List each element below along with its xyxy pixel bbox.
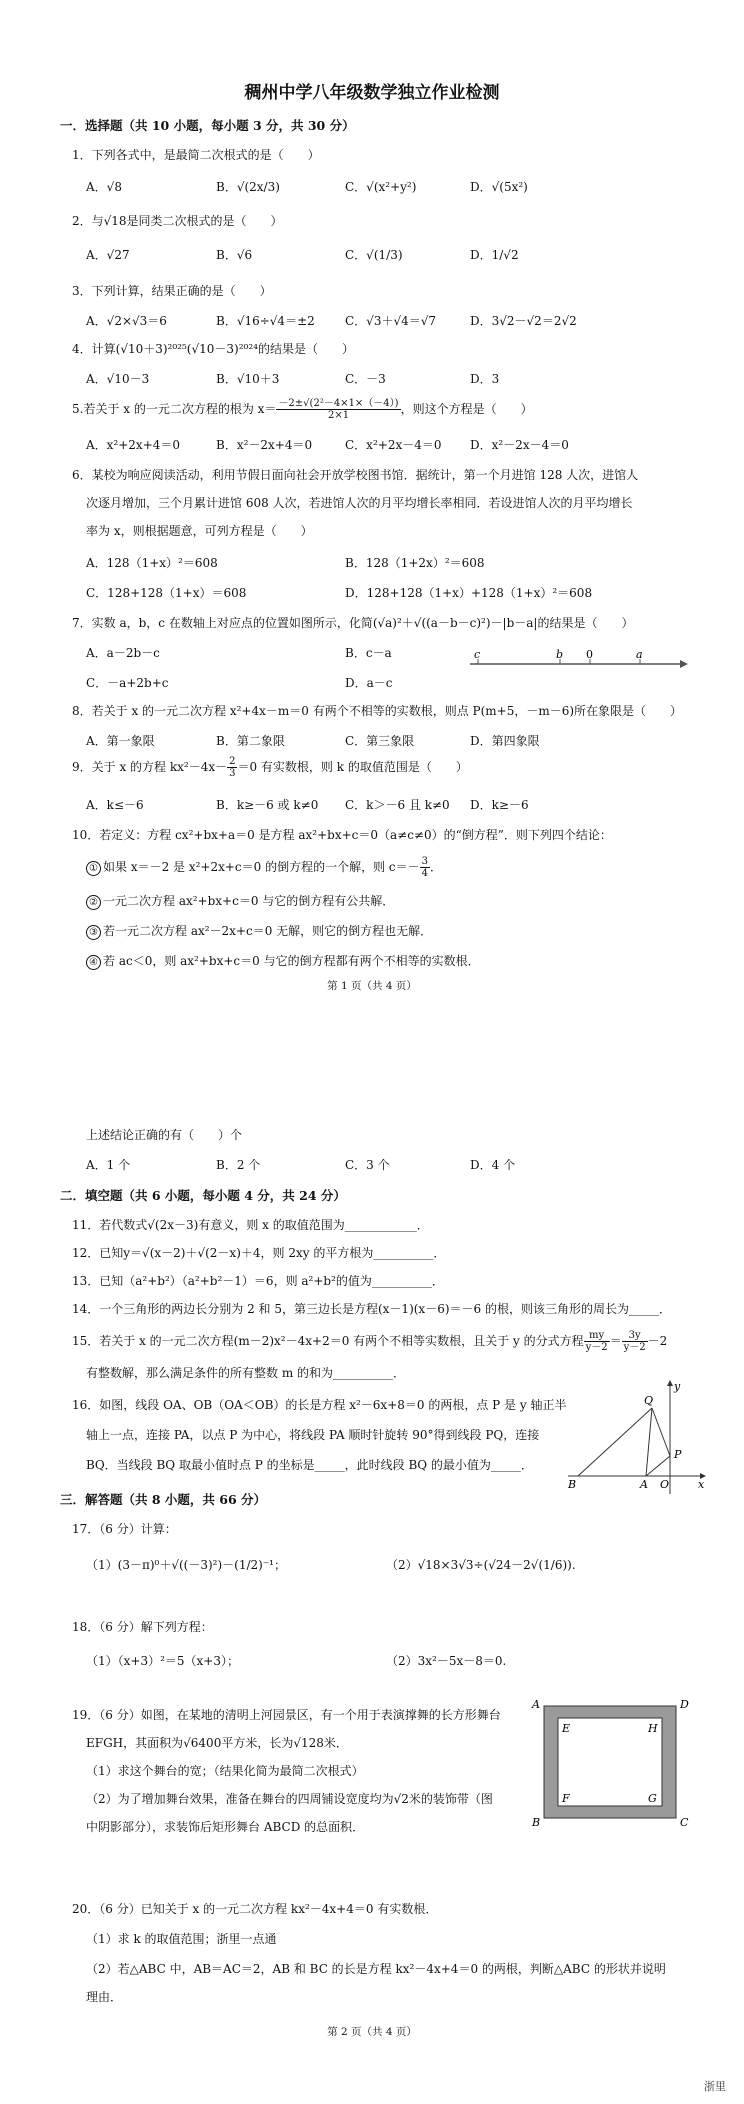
label-b: B — [568, 1478, 577, 1491]
question-6-line-1: 6．某校为响应阅读活动，利用节假日面向社会开放学校图书馆．据统计，第一个月进馆 128 人次，进馆人 — [72, 468, 639, 482]
question-19-line-3: （1）求这个舞台的宽；（结果化简为最简二次根式） — [86, 1764, 364, 1778]
q15-tail: －2 — [647, 1334, 668, 1348]
q16-figure — [560, 1376, 710, 1496]
q10-c2-text: 一元二次方程 ax²+bx+c＝0 与它的倒方程有公共解． — [103, 894, 395, 908]
label-e: E — [562, 1722, 571, 1735]
q10-conclusion-4 — [86, 952, 480, 970]
q5-option-b: B．x²－2x+4＝0 — [216, 438, 313, 452]
q19-figure — [530, 1694, 700, 1834]
q10-option-c: C．3 个 — [345, 1158, 390, 1172]
section-1-heading: 一．选择题（共 10 小题，每小题 3 分，共 30 分） — [60, 118, 355, 133]
label-d: D — [680, 1698, 689, 1711]
q9-fraction — [227, 756, 237, 779]
question-15-line-1 — [72, 1330, 667, 1353]
question-16-line-3: BQ．当线段 BQ 取最小值时点 P 的坐标是_____，此时线段 BQ 的最小值为_____． — [86, 1458, 533, 1472]
q1-option-b: B．√(2x/3) — [216, 180, 280, 194]
label-a: A — [532, 1698, 540, 1711]
q8-option-b: B．第二象限 — [216, 734, 285, 748]
q9-denominator: 3 — [229, 768, 236, 779]
q5-stem-b: ，则这个方程是（ ） — [400, 402, 533, 416]
q6-option-b: B．128（1+2x）²＝608 — [345, 556, 485, 570]
q6-option-a: A．128（1+x）²＝608 — [86, 556, 218, 570]
label-f: F — [562, 1792, 570, 1805]
question-20-line-3: （2）若△ABC 中，AB＝AC＝2，AB 和 BC 的长是方程 kx²－4x+4＝0 的两根，判断△ABC 的形状并说明 — [86, 1962, 666, 1976]
q17-part-1: （1）(3－π)⁰＋√((－3)²)－(1/2)⁻¹； — [86, 1558, 286, 1572]
q9-option-c: C．k＞－6 且 k≠0 — [345, 798, 450, 812]
question-20-line-4: 理由． — [86, 1990, 123, 2004]
q3-option-a: A．√2×√3＝6 — [86, 314, 167, 328]
q17-part-2: （2）√18×3√3÷(√24－2√(1/6)). — [386, 1558, 576, 1572]
q3-option-c: C．√3＋√4＝√7 — [345, 314, 437, 328]
question-10: 10．若定义：方程 cx²+bx+a＝0 是方程 ax²+bx+c＝0（a≠c≠0）的“倒方程”．则下列四个结论： — [72, 828, 612, 842]
question-16-line-1: 16．如图，线段 OA、OB（OA＜OB）的长是方程 x²－6x+8＝0 的两根，点 P 是 y 轴正半 — [72, 1398, 567, 1412]
q5-denominator: 2×1 — [327, 410, 350, 421]
question-5 — [72, 398, 533, 421]
question-19-line-1: 19．（6 分）如图，在某地的清明上河园景区，有一个用于表演撑舞的长方形舞台 — [72, 1708, 501, 1722]
question-19-line-5: 中阴影部分），求装饰后矩形舞台 ABCD 的总面积． — [86, 1820, 365, 1834]
label-a: a — [636, 648, 643, 661]
label-c: c — [474, 648, 481, 661]
q8-option-d: D．第四象限 — [470, 734, 540, 748]
q10-conclusion-3 — [86, 922, 432, 940]
q5-option-d: D．x²－2x－4＝0 — [470, 438, 569, 452]
q10-continued: 上述结论正确的有（ ）个 — [86, 1128, 243, 1142]
q7-option-a: A．a－2b－c — [86, 646, 160, 660]
q10-option-d: D．4 个 — [470, 1158, 516, 1172]
q3-option-d: D．3√2－√2＝2√2 — [470, 314, 577, 328]
number-line-arrow — [680, 660, 688, 668]
q9-stem-b: ＝0 有实数根，则 k 的取值范围是（ ） — [237, 760, 468, 774]
q10-c1-text: 如果 x＝－2 是 x²+2x+c＝0 的倒方程的一个解，则 c＝－ — [103, 860, 420, 874]
question-18: 18．（6 分）解下列方程： — [72, 1620, 213, 1634]
question-4: 4．计算(√10＋3)²⁰²⁵(√10－3)²⁰²⁴的结果是（ ） — [72, 342, 354, 356]
question-12: 12．已知y＝√(x－2)＋√(2－x)＋4，则 2xy 的平方根为__________． — [72, 1246, 446, 1260]
q7-option-d: D．a－c — [345, 676, 393, 690]
page-footer-2: 第 2 页（共 4 页） — [327, 2026, 417, 2038]
q5-option-c: C．x²+2x－4＝0 — [345, 438, 442, 452]
q15-fraction-1 — [584, 1330, 610, 1353]
label-b: B — [532, 1816, 541, 1829]
q2-option-c: C．√(1/3) — [345, 248, 403, 262]
q15-f1-numerator: my — [584, 1330, 610, 1342]
q15-equals: ＝ — [609, 1334, 622, 1348]
q15-f2-numerator: 3y — [622, 1330, 648, 1342]
q15-f1-denominator: y－2 — [585, 1342, 608, 1353]
q4-option-d: D．3 — [470, 372, 500, 386]
q9-option-a: A．k≤－6 — [86, 798, 144, 812]
label-q: Q — [644, 1394, 654, 1407]
q7-option-c: C．－a+2b+c — [86, 676, 169, 690]
label-b: b — [556, 648, 564, 661]
q18-part-2: （2）3x²－5x－8＝0. — [386, 1654, 507, 1668]
q10-conclusion-2 — [86, 892, 394, 910]
question-15-line-2: 有整数解，那么满足条件的所有整数 m 的和为__________． — [86, 1366, 406, 1380]
question-11: 11．若代数式√(2x－3)有意义，则 x 的取值范围为____________． — [72, 1218, 429, 1232]
q10-c4-text: 若 ac＜0，则 ax²+bx+c＝0 与它的倒方程都有两个不相等的实数根． — [103, 954, 480, 968]
q9-option-b: B．k≥－6 或 k≠0 — [216, 798, 319, 812]
question-7: 7．实数 a，b，c 在数轴上对应点的位置如图所示，化简(√a)²＋√((a－b－c)²)－|b－a|的结果是（ ） — [72, 616, 634, 630]
question-1: 1．下列各式中，是最简二次根式的是（ ） — [72, 148, 320, 162]
q1-option-a: A．√8 — [86, 180, 122, 194]
q10-c1-denominator: 4 — [421, 868, 429, 879]
q10-mark-2: ② — [86, 895, 101, 910]
question-20-line-1: 20．（6 分）已知关于 x 的一元二次方程 kx²－4x+4＝0 有实数根． — [72, 1902, 438, 1916]
q9-option-d: D．k≥－6 — [470, 798, 529, 812]
q10-mark-1: ① — [86, 861, 101, 876]
question-20-line-2: （1）求 k 的取值范围；浙里一点通 — [86, 1932, 277, 1946]
q2-option-d: D．1/√2 — [470, 248, 519, 262]
inner-rect-efgh — [558, 1718, 662, 1806]
segment-bq — [578, 1408, 652, 1476]
q10-conclusion-1 — [86, 856, 442, 879]
question-14: 14．一个三角形的两边长分别为 2 和 5，第三边长是方程(x－1)(x－6)＝－6 的根，则该三角形的周长为_____． — [72, 1302, 671, 1316]
question-3: 3．下列计算，结果正确的是（ ） — [72, 284, 272, 298]
page-footer-1: 第 1 页（共 4 页） — [327, 980, 417, 992]
label-p: P — [674, 1448, 682, 1461]
question-6-line-2: 次逐月增加，三个月累计进馆 608 人次，若进馆人次的月平均增长率相同．若设进馆人次的月平均增长 — [86, 496, 633, 510]
q2-option-b: B．√6 — [216, 248, 253, 262]
number-line-figure — [468, 648, 688, 682]
section-2-heading: 二．填空题（共 6 小题，每小题 4 分，共 24 分） — [60, 1188, 346, 1203]
q4-option-c: C．－3 — [345, 372, 386, 386]
question-8: 8．若关于 x 的一元二次方程 x²+4x－m＝0 有两个不相等的实数根，则点 P(m+5，－m－6)所在象限是（ ） — [72, 704, 683, 718]
y-axis-arrow — [667, 1380, 673, 1386]
q6-option-d: D．128+128（1+x）+128（1+x）²＝608 — [345, 586, 593, 600]
segment-aq — [646, 1408, 652, 1476]
watermark: 浙里 — [704, 2080, 726, 2093]
question-16-line-2: 轴上一点，连接 PA，以点 P 为中心，将线段 PA 顺时针旋转 90°得到线段 PQ，连接 — [86, 1428, 540, 1442]
q7-option-b: B．c－a — [345, 646, 392, 660]
question-2: 2．与√18是同类二次根式的是（ ） — [72, 214, 283, 228]
label-y: y — [674, 1380, 681, 1393]
segment-pa — [646, 1456, 670, 1476]
question-19-line-2: EFGH，其面积为√6400平方米，长为√128米． — [86, 1736, 348, 1750]
q8-option-a: A．第一象限 — [86, 734, 155, 748]
label-a: A — [640, 1478, 648, 1491]
q10-option-a: A．1 个 — [86, 1158, 131, 1172]
q1-option-c: C．√(x²+y²) — [345, 180, 417, 194]
segment-qp — [652, 1408, 670, 1456]
q5-option-a: A．x²+2x+4＝0 — [86, 438, 181, 452]
q10-mark-4: ④ — [86, 955, 101, 970]
q15-f2-denominator: y－2 — [623, 1342, 646, 1353]
q10-c1-fraction — [420, 856, 430, 879]
q15-line1-text: 15．若关于 x 的一元二次方程(m－2)x²－4x+2＝0 有两个不相等实数根，且关于 y 的分式方程 — [72, 1334, 584, 1348]
label-h: H — [648, 1722, 658, 1735]
q5-fraction — [276, 398, 400, 421]
q10-option-b: B．2 个 — [216, 1158, 261, 1172]
q3-option-b: B．√16÷√4＝±2 — [216, 314, 315, 328]
label-g: G — [648, 1792, 657, 1805]
q6-option-c: C．128+128（1+x）＝608 — [86, 586, 247, 600]
q8-option-c: C．第三象限 — [345, 734, 415, 748]
q15-fraction-2 — [622, 1330, 648, 1353]
question-13: 13．已知（a²+b²）（a²+b²－1）＝6，则 a²+b²的值为__________． — [72, 1274, 444, 1288]
section-3-heading: 三．解答题（共 8 小题，共 66 分） — [60, 1492, 267, 1507]
q10-c1-period: ． — [430, 860, 443, 874]
label-o: O — [660, 1478, 670, 1491]
q2-option-a: A．√27 — [86, 248, 130, 262]
q5-stem-a: 5.若关于 x 的一元二次方程的根为 x＝ — [72, 402, 277, 416]
label-x: x — [698, 1478, 705, 1491]
q1-option-d: D．√(5x²) — [470, 180, 528, 194]
label-c: C — [680, 1816, 689, 1829]
q9-numerator: 2 — [229, 756, 236, 767]
question-17: 17．（6 分）计算： — [72, 1522, 177, 1536]
label-0: 0 — [586, 648, 593, 661]
q10-c1-numerator: 3 — [421, 856, 429, 867]
q4-option-b: B．√10＋3 — [216, 372, 280, 386]
q5-numerator: －2±√(2²－4×1×（－4）) — [278, 398, 399, 409]
q10-c3-text: 若一元二次方程 ax²－2x+c＝0 无解，则它的倒方程也无解． — [103, 924, 433, 938]
q9-stem-a: 9．关于 x 的方程 kx²－4x－ — [72, 760, 228, 774]
question-9 — [72, 756, 468, 779]
page-title: 稠州中学八年级数学独立作业检测 — [244, 83, 500, 103]
question-6-line-3: 率为 x，则根据题意，可列方程是（ ） — [86, 524, 313, 538]
q4-option-a: A．√10－3 — [86, 372, 150, 386]
question-19-line-4: （2）为了增加舞台效果，准备在舞台的四周铺设宽度均为√2米的装饰带（图 — [86, 1792, 493, 1806]
q10-mark-3: ③ — [86, 925, 101, 940]
q18-part-1: （1）（x+3）²＝5（x+3）； — [86, 1654, 239, 1668]
